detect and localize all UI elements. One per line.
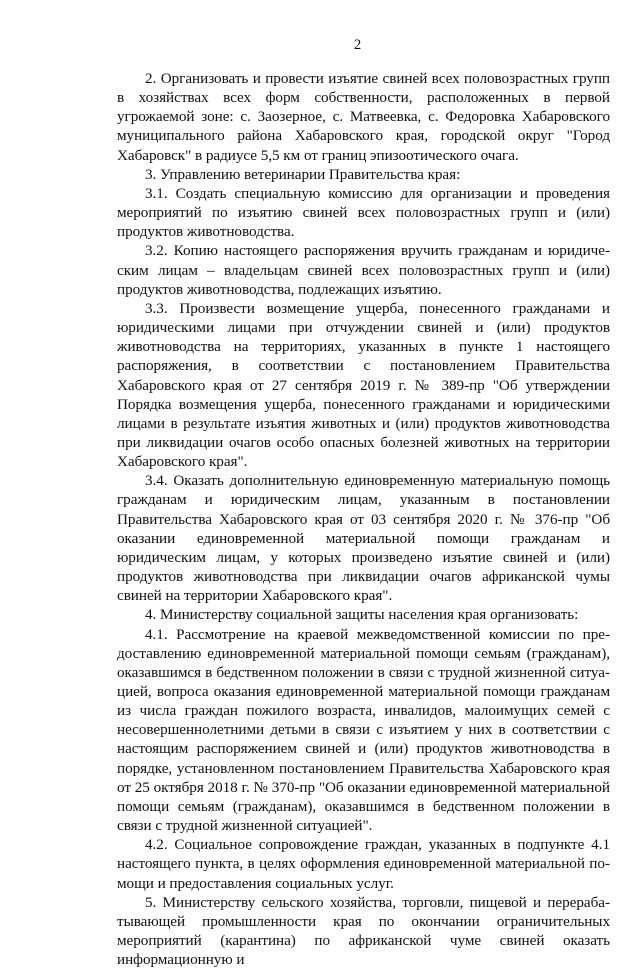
paragraph-5: 5. Министерству сельского хозяйства, торговли, пищевой и перерабатывающей промышленности края по окончании ограничительных мероприятий (карантина) по африканской чуме свиней оказать информационную и — [117, 893, 610, 969]
page-number: 2 — [353, 37, 362, 53]
paragraph-4: 4. Министерству социальной защиты населения края организовать: — [145, 606, 579, 624]
paragraph-3-1: 3.1. Создать специальную комиссию для организации и проведения мероприятий по изъятию свиней всех половозрастных групп и (или) продуктов животноводства. — [117, 184, 610, 241]
paragraph-3: 3. Управлению ветеринарии Правительства края: — [145, 165, 461, 183]
document-body — [117, 69, 610, 969]
paragraph-4-1: 4.1. Рассмотрение на краевой межведомственной комиссии по предоставлению единовременной материальной помощи семьям (гражданам), оказавшимся в бедственном положении в связи с трудной жизненной ситуацией, вопроса оказания единовременной материальной помощи гражданам из числа граждан пожилого возраста, инвалидов, малоимущих семей с несовершеннолетними детьми в связи с изъятием у них в соответствии с настоящим распоряжением свиней и (или) продуктов животноводства в порядке, установленном постановлением Правительства Хабаровского края от 25 октября 2018 г. № 370-пр "Об оказании единовременной материальной помощи семьям (гражданам), оказавшимся в бедственном положении в связи с трудной жизненной ситуацией". — [117, 625, 610, 835]
paragraph-4-2: 4.2. Социальное сопровождение граждан, указанных в подпункте 4.1 настоящего пункта, в целях оформления единовременной материальной помощи и предоставления социальных услуг. — [117, 836, 610, 892]
paragraph-3-2: 3.2. Копию настоящего распоряжения вручить гражданам и юридическим лицам – владельцам свиней всех половозрастных групп и (или) продуктов животноводства, подлежащих изъятию. — [117, 242, 610, 298]
paragraph-2: 2. Организовать и провести изъятие свиней всех половозрастных групп в хозяйствах всех форм собственности, расположенных в первой угрожаемой зоне: с. Заозерное, с. Матвеевка, с. Федоровка Хабаровского муниципального района Хабаровского края, городской округ "Город Хабаровск" в радиусе 5,5 км от границ эпизоотического очага. — [117, 70, 610, 164]
paragraph-3-4: 3.4. Оказать дополнительную единовременную материальную помощь гражданам и юридическим лицам, указанным в постановлении Правительства Хабаровского края от 03 сентября 2020 г. № 376-пр "Об оказании единовременной материальной помощи гражданам и юридическим лицам, у которых произведено изъятие свиней и (или) продуктов животноводства при ликвидации очагов африканской чумы свиней на территории Хабаровского края". — [117, 472, 610, 605]
paragraph-3-3: 3.3. Произвести возмещение ущерба, понесенного гражданами и юридическими лицами при отчуждении свиней и (или) продуктов животноводства на территориях, указанных в пункте 1 настоящего распоряжения, в соответствии с постановлением Правительства Хабаровского края от 27 сентября 2019 г. № 389-пр "Об утверждении Порядка возмещения ущерба, понесенного гражданами и юридическими лицами в результате изъятия животных и (или) продуктов животноводства при ликвидации очагов особо опасных болезней животных на территории Хабаровского края". — [117, 299, 610, 471]
